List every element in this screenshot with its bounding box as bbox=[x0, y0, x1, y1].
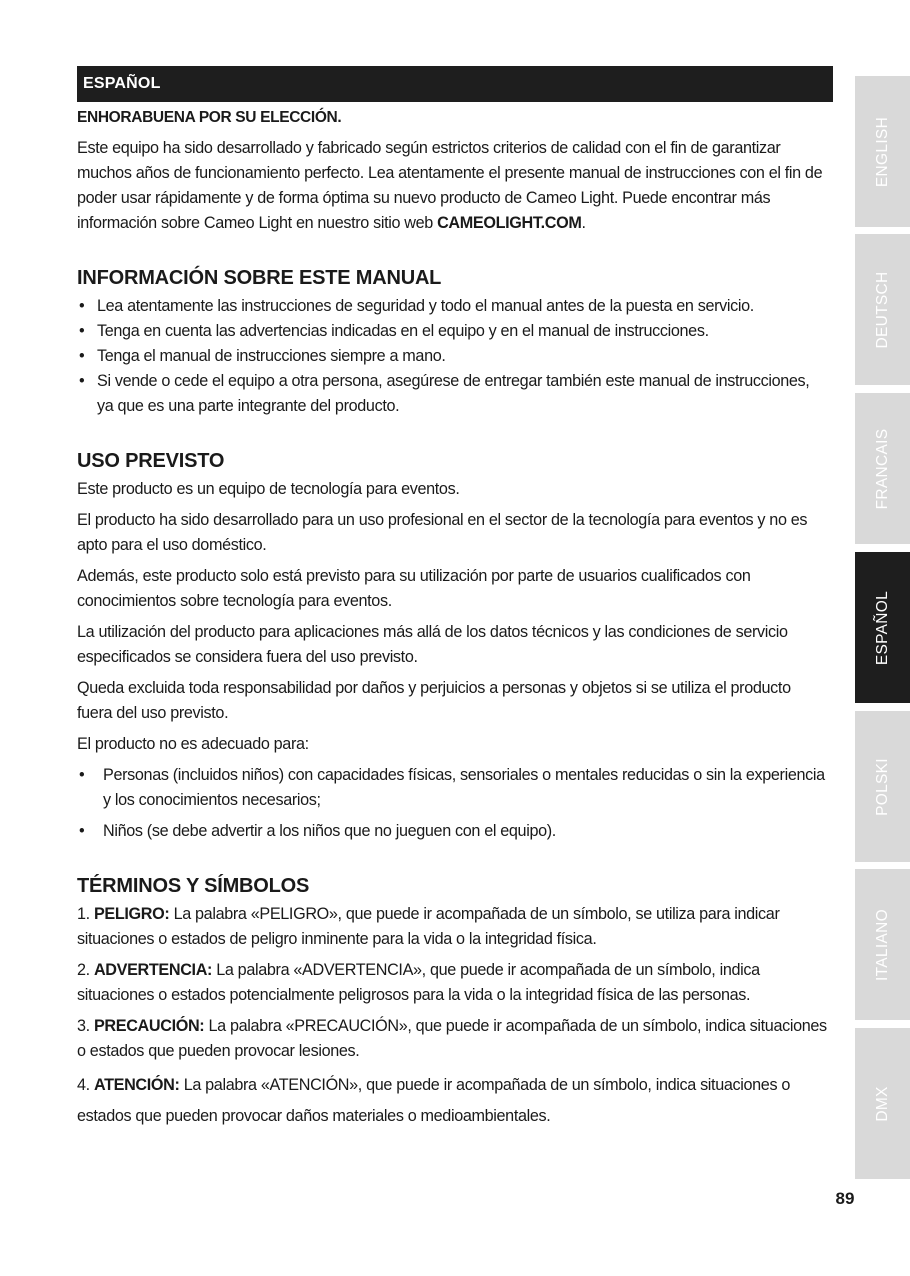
tab-francais[interactable] bbox=[855, 393, 910, 544]
page-number: 89 bbox=[835, 1189, 855, 1208]
term-item-danger bbox=[77, 902, 829, 952]
tab-label: DEUTSCH bbox=[873, 270, 891, 349]
list-item: • Tenga el manual de instrucciones siempre a mano. bbox=[77, 344, 829, 369]
term-item-warning bbox=[77, 958, 829, 1008]
intro-text: Este equipo ha sido desarrollado y fabricado según estrictos criterios de calidad con el fin de garantizar muchos años de funcionamiento perfecto. Lea atentamente el presente manual de instrucciones con el fin de poder usar rápidamente y de forma óptima su nuevo producto de Cameo Light. Puede encontrar más información sobre Cameo Light en nuestro sitio web bbox=[77, 139, 823, 232]
term-number: 2. bbox=[77, 961, 90, 979]
term-label: PELIGRO: bbox=[93, 905, 170, 923]
term-text: La palabra «ADVERTENCIA», que puede ir acompañada de un símbolo, indica situaciones o estados potencialmente peligrosos para la vida o la integridad física de las personas. bbox=[77, 961, 760, 1004]
language-header-bar: ESPAÑOL bbox=[77, 66, 833, 102]
term-number: 4. bbox=[77, 1076, 90, 1094]
tab-label: ITALIANO bbox=[873, 908, 891, 981]
intended-use-paragraph: El producto no es adecuado para: bbox=[77, 735, 309, 753]
tab-label: ENGLISH bbox=[873, 116, 891, 187]
list-item: • Personas (incluidos niños) con capacidades físicas, sensoriales o mentales reducidas o sin la experiencia y los conocimientos necesarios; bbox=[77, 763, 829, 813]
website-link[interactable]: CAMEOLIGHT.COM bbox=[437, 214, 582, 232]
main-content bbox=[77, 106, 829, 1132]
term-number: 1. bbox=[77, 905, 90, 923]
terms-heading: TÉRMINOS Y SÍMBOLOS bbox=[77, 875, 310, 897]
term-label: ATENCIÓN: bbox=[93, 1076, 180, 1094]
intended-use-heading: USO PREVISTO bbox=[77, 450, 225, 472]
tab-english[interactable] bbox=[855, 76, 910, 227]
tab-label: FRANCAIS bbox=[873, 428, 891, 509]
term-text: La palabra «PELIGRO», que puede ir acompañada de un símbolo, se utiliza para indicar situaciones o estados de peligro inminente para la vida o la integridad física. bbox=[77, 905, 780, 948]
intended-use-paragraph: Este producto es un equipo de tecnología para eventos. bbox=[77, 480, 460, 498]
intro-end: . bbox=[581, 214, 586, 232]
list-item: • Tenga en cuenta las advertencias indicadas en el equipo y en el manual de instrucciones. bbox=[77, 319, 829, 344]
list-item: • Niños (se debe advertir a los niños que no jueguen con el equipo). bbox=[77, 819, 829, 844]
term-text: La palabra «ATENCIÓN», que puede ir acompañada de un símbolo, indica situaciones o estados que pueden provocar daños materiales o medioambientales. bbox=[77, 1076, 790, 1125]
tab-label: DMX bbox=[873, 1085, 891, 1122]
tab-polski[interactable] bbox=[855, 711, 910, 862]
list-item: • Si vende o cede el equipo a otra persona, asegúrese de entregar también este manual de instrucciones, ya que es una parte integrante del producto. bbox=[77, 369, 829, 419]
tab-italiano[interactable] bbox=[855, 869, 910, 1020]
term-item-notice bbox=[77, 1070, 829, 1132]
intended-use-paragraph: Queda excluida toda responsabilidad por daños y perjuicios a personas y objetos si se utiliza el producto fuera del uso previsto. bbox=[77, 679, 791, 722]
intro-paragraph bbox=[77, 136, 829, 236]
term-text: La palabra «PRECAUCIÓN», que puede ir acompañada de un símbolo, indica situaciones o estados que pueden provocar lesiones. bbox=[77, 1017, 827, 1060]
tab-dmx[interactable] bbox=[855, 1028, 910, 1179]
term-label: ADVERTENCIA: bbox=[93, 961, 213, 979]
term-number: 3. bbox=[77, 1017, 90, 1035]
tab-espanol[interactable] bbox=[855, 552, 910, 703]
tab-label: ESPAÑOL bbox=[873, 590, 891, 665]
term-item-caution bbox=[77, 1014, 829, 1064]
not-suitable-list bbox=[77, 763, 829, 844]
term-label: PRECAUCIÓN: bbox=[93, 1017, 205, 1035]
tab-deutsch[interactable] bbox=[855, 234, 910, 385]
tab-label: POLSKI bbox=[873, 757, 891, 816]
intro-title: ENHORABUENA POR SU ELECCIÓN. bbox=[77, 109, 342, 126]
manual-info-list bbox=[77, 294, 829, 419]
intended-use-paragraph: El producto ha sido desarrollado para un uso profesional en el sector de la tecnología para eventos y no es apto para el uso doméstico. bbox=[77, 511, 808, 554]
intended-use-paragraph: Además, este producto solo está previsto para su utilización por parte de usuarios cualificados con conocimientos sobre tecnología para eventos. bbox=[77, 567, 751, 610]
list-item: • Lea atentamente las instrucciones de seguridad y todo el manual antes de la puesta en servicio. bbox=[77, 294, 829, 319]
intended-use-paragraph: La utilización del producto para aplicaciones más allá de los datos técnicos y las condiciones de servicio especificados se considera fuera del uso previsto. bbox=[77, 623, 788, 666]
manual-info-heading: INFORMACIÓN SOBRE ESTE MANUAL bbox=[77, 267, 442, 289]
